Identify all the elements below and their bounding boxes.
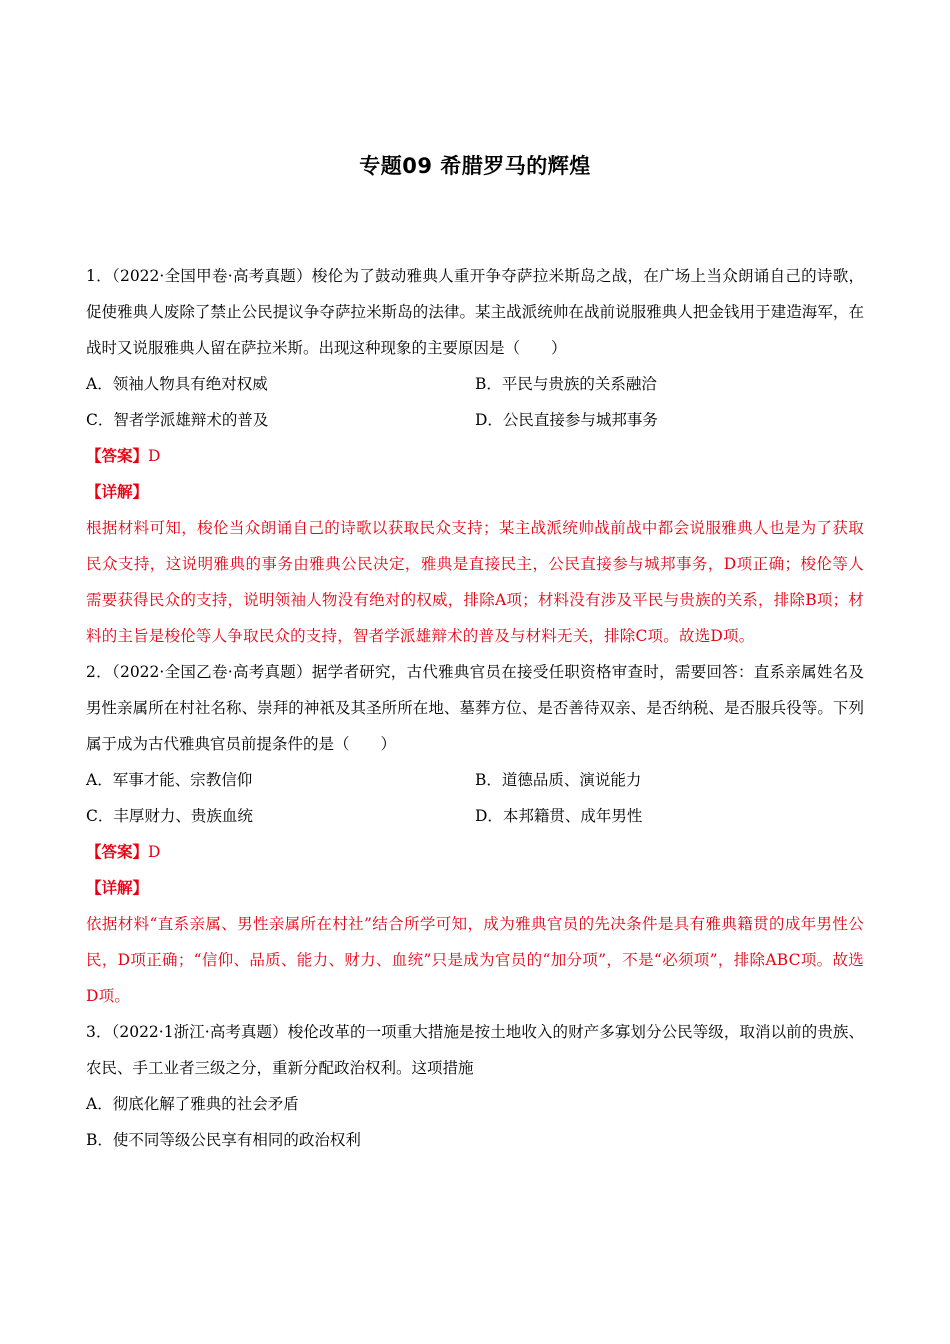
option-b: B．平民与贵族的关系融洽 — [475, 375, 657, 393]
option-c: C．智者学派雄辩术的普及 — [86, 411, 269, 429]
answer-value: D — [148, 447, 161, 465]
question-stem: 3．（2022·1浙江·高考真题）梭伦改革的一项重大措施是按土地收入的财产多寡划分公民等级，取消以前的贵族、农民、手工业者三级之分，重新分配政治权利。这项措施 — [86, 1023, 864, 1077]
answer-label: 【答案】 — [86, 842, 149, 861]
answer-line — [86, 834, 864, 870]
option-list — [86, 762, 864, 834]
detail-label: 【详解】 — [86, 878, 149, 897]
question-list — [86, 258, 864, 1158]
option-b: B．道德品质、演说能力 — [475, 771, 642, 789]
question-3 — [86, 1014, 864, 1158]
question-stem: 1．（2022·全国甲卷·高考真题）梭伦为了鼓动雅典人重开争夺萨拉米斯岛之战，在广场上当众朗诵自己的诗歌，促使雅典人废除了禁止公民提议争夺萨拉米斯岛的法律。某主战派统帅在战前说服雅典人把金钱用于建造海军，在战时又说服雅典人留在萨拉米斯。出现这种现象的主要原因是（ ） — [86, 267, 864, 357]
option-d: D．本邦籍贯、成年男性 — [475, 807, 643, 825]
page-title: 专题09 希腊罗马的辉煌 — [359, 154, 591, 178]
option-d: D．公民直接参与城邦事务 — [475, 411, 658, 429]
answer-value: D — [148, 843, 161, 861]
option-a: A．彻底化解了雅典的社会矛盾 — [86, 1095, 299, 1113]
detail-text: 依据材料“直系亲属、男性亲属所在村社”结合所学可知，成为雅典官员的先决条件是具有雅典籍贯的成年男性公民，D项正确；“信仰、品质、能力、财力、血统”只是成为官员的“加分项”，不是“必须项”，排除ABC项。故选D项。 — [86, 915, 864, 1005]
option-a: A．军事才能、宗教信仰 — [86, 771, 253, 789]
option-list — [86, 366, 864, 438]
option-a: A．领袖人物具有绝对权威 — [86, 375, 268, 393]
question-stem: 2．（2022·全国乙卷·高考真题）据学者研究，古代雅典官员在接受任职资格审查时，需要回答：直系亲属姓名及男性亲属所在村社名称、崇拜的神祇及其圣所所在地、墓葬方位、是否善待双亲、是否纳税、是否服兵役等。下列属于成为古代雅典官员前提条件的是（ ） — [86, 663, 864, 753]
option-c: C．丰厚财力、贵族血统 — [86, 807, 253, 825]
question-2 — [86, 654, 864, 1014]
detail-label: 【详解】 — [86, 482, 149, 501]
option-list — [86, 1086, 864, 1158]
answer-label: 【答案】 — [86, 446, 149, 465]
option-b: B．使不同等级公民享有相同的政治权利 — [86, 1131, 361, 1149]
question-1 — [86, 258, 864, 654]
detail-text: 根据材料可知，梭伦当众朗诵自己的诗歌以获取民众支持；某主战派统帅战前战中都会说服雅典人也是为了获取民众支持，这说明雅典的事务由雅典公民决定，雅典是直接民主，公民直接参与城邦事务，D项正确；梭伦等人需要获得民众的支持，说明领袖人物没有绝对的权威，排除A项；材料没有涉及平民与贵族的关系，排除B项；材料的主旨是梭伦等人争取民众的支持，智者学派雄辩术的普及与材料无关，排除C项。故选D项。 — [86, 519, 864, 645]
answer-line — [86, 438, 864, 474]
